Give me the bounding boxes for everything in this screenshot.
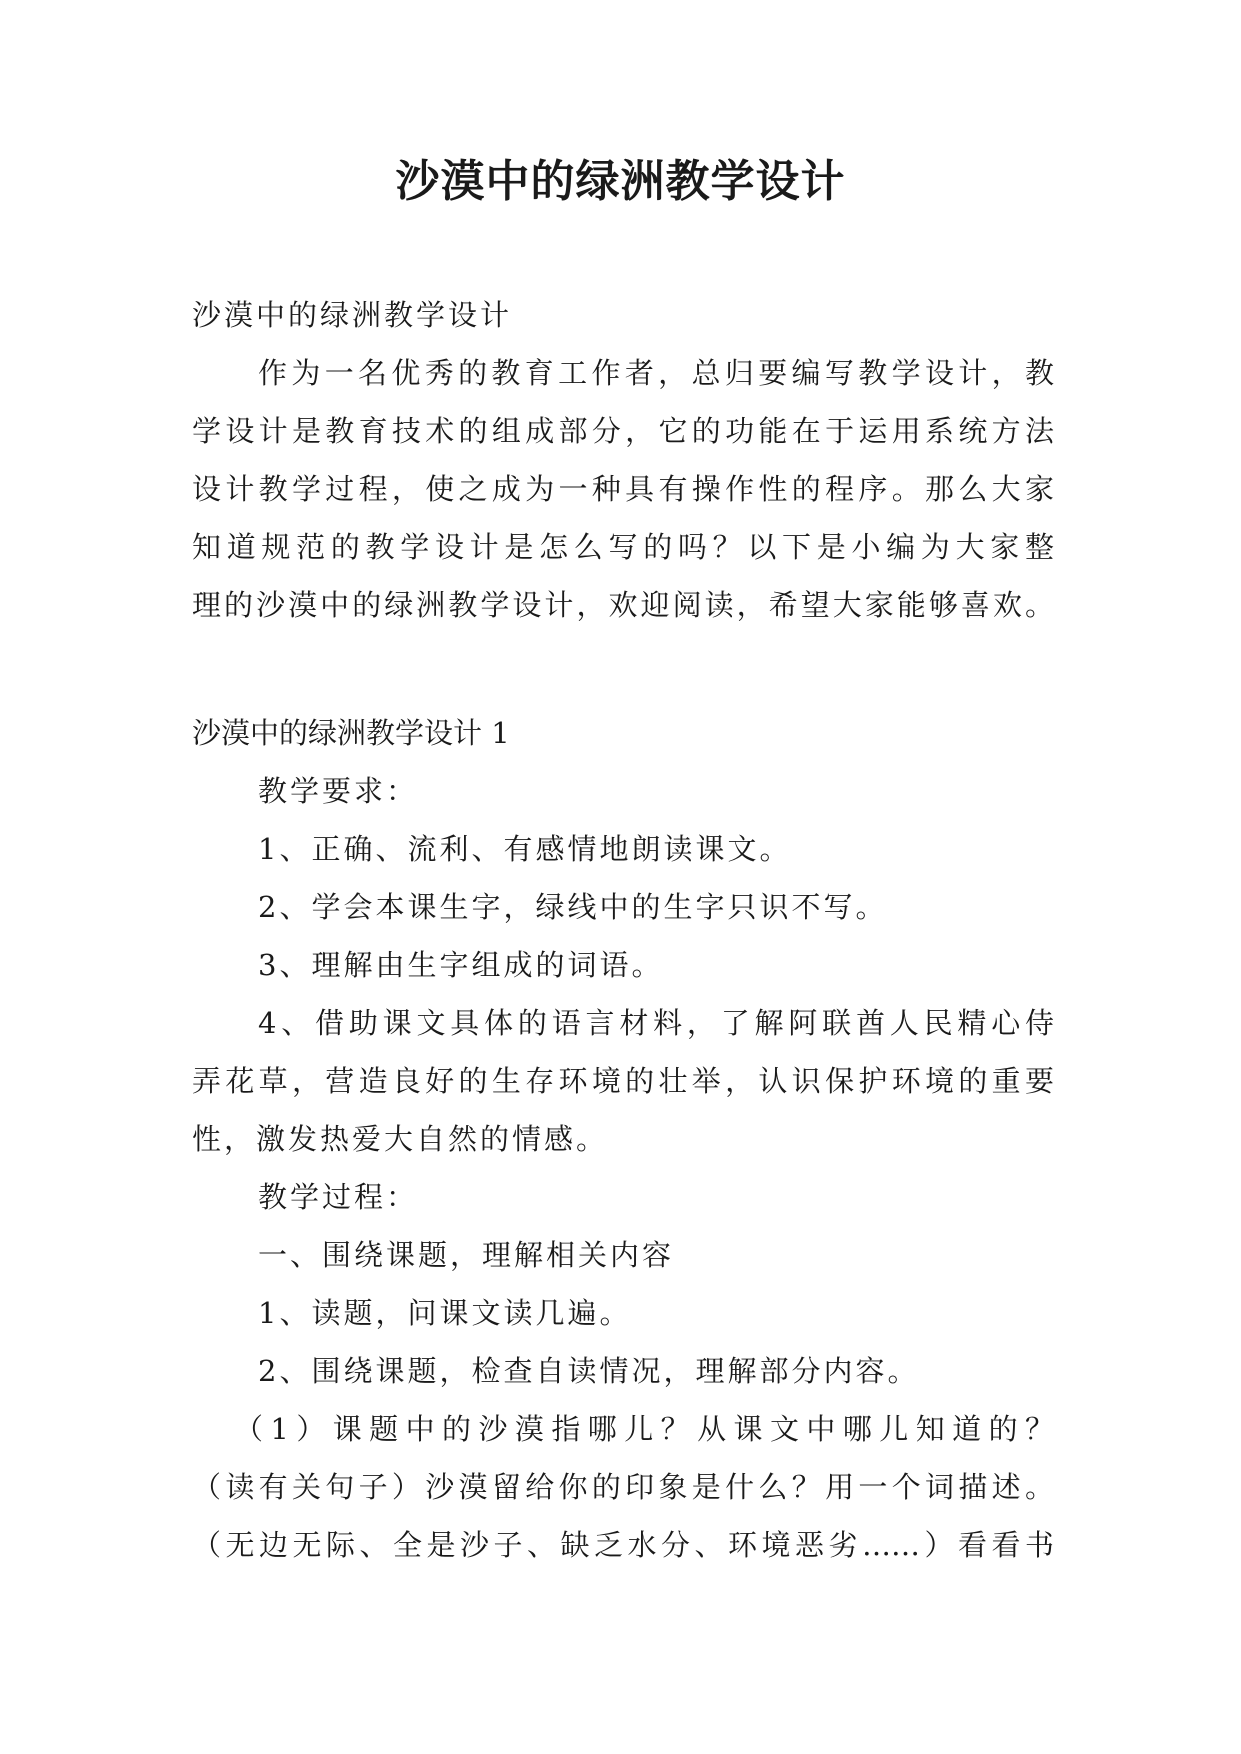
intro-heading: 沙漠中的绿洲教学设计 <box>192 298 513 332</box>
section-spacer <box>192 634 1054 704</box>
requirement-item: 3、理解由生字组成的词语。 <box>258 948 664 982</box>
requirement-item-line: 性，激发热爱大自然的情感。 <box>192 1122 609 1156</box>
intro-paragraph-line: 学设计是教育技术的组成部分，它的功能在于运用系统方法 <box>192 414 1054 448</box>
intro-paragraph-line: 知道规范的教学设计是怎么写的吗？以下是小编为大家整 <box>192 530 1054 564</box>
intro-paragraph-line: 设计教学过程，使之成为一种具有操作性的程序。那么大家 <box>192 472 1054 506</box>
question-line: （读有关句子）沙漠留给你的印象是什么？用一个词描述。 <box>192 1470 1054 1504</box>
document-body <box>192 286 1054 1574</box>
question-line: （1）课题中的沙漠指哪儿？从课文中哪儿知道的？ <box>234 1412 1054 1446</box>
requirement-item: 2、学会本课生字，绿线中的生字只识不写。 <box>258 890 888 924</box>
section-heading: 沙漠中的绿洲教学设计 1 <box>192 716 510 750</box>
requirements-label: 教学要求： <box>258 774 419 808</box>
question-line: （无边无际、全是沙子、缺乏水分、环境恶劣……）看看书 <box>192 1528 1054 1562</box>
intro-paragraph-line: 作为一名优秀的教育工作者，总归要编写教学设计，教 <box>258 356 1054 390</box>
intro-paragraph-line: 理的沙漠中的绿洲教学设计，欢迎阅读，希望大家能够喜欢。 <box>192 588 1054 622</box>
document-title: 沙漠中的绿洲教学设计 <box>395 156 846 207</box>
requirement-item: 1、正确、流利、有感情地朗读课文。 <box>258 832 792 866</box>
process-substep: 1、读题，问课文读几遍。 <box>258 1296 632 1330</box>
requirement-item-line: 弄花草，营造良好的生存环境的壮举，认识保护环境的重要 <box>192 1064 1054 1098</box>
requirement-item: 4、借助课文具体的语言材料，了解阿联酋人民精心侍 <box>258 1006 1054 1040</box>
process-substep: 2、围绕课题，检查自读情况，理解部分内容。 <box>258 1354 920 1388</box>
process-step: 一、围绕课题，理解相关内容 <box>258 1238 675 1272</box>
process-label: 教学过程： <box>258 1180 419 1214</box>
